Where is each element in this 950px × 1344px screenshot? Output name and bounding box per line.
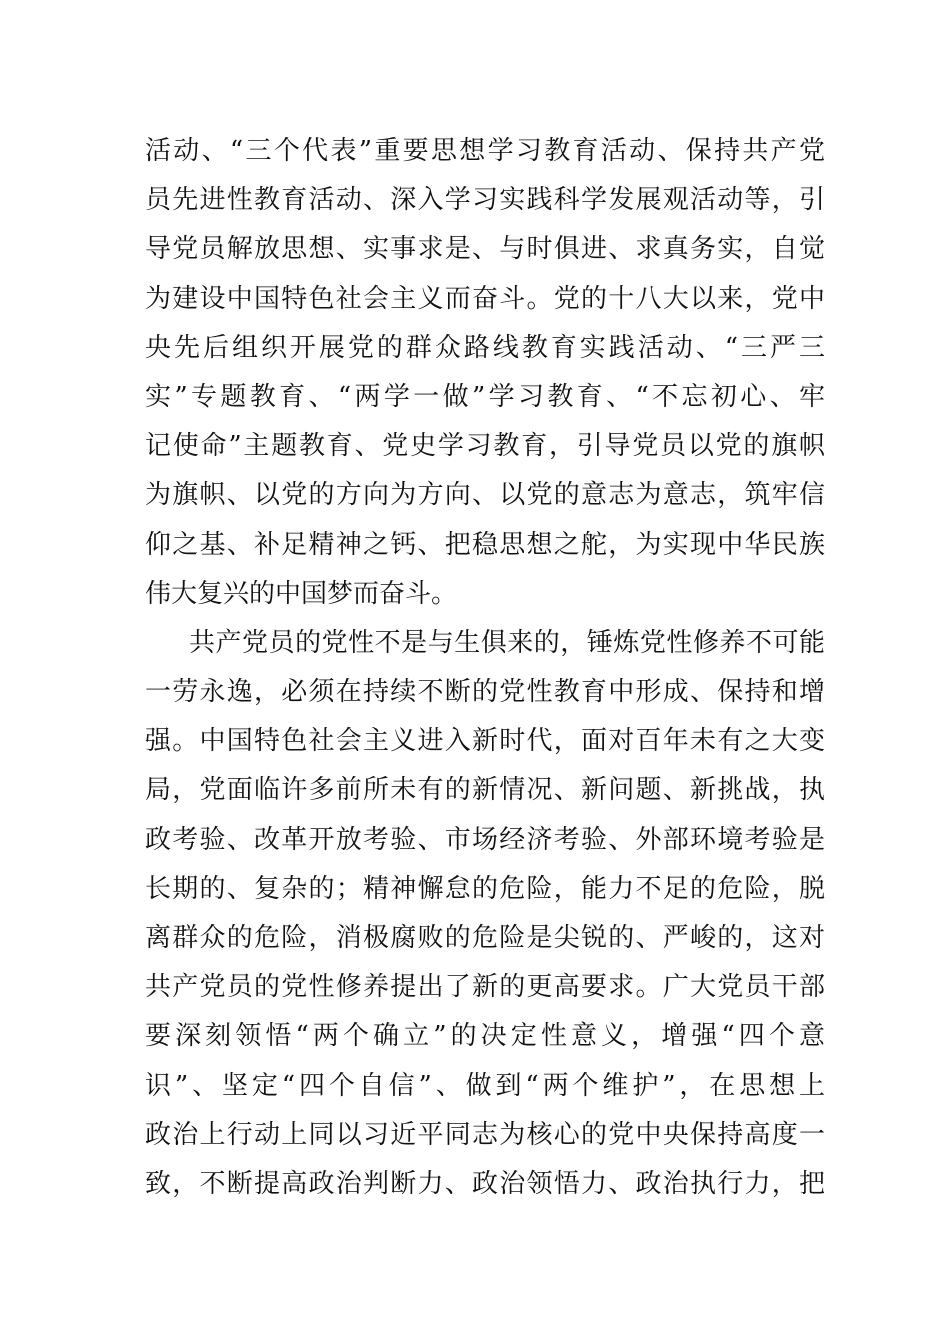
text-line: 局，党面临许多前所未有的新情况、新问题、新挑战，执 bbox=[145, 775, 825, 806]
paragraph-start-line: 共产党员的党性不是与生俱来的，锤炼党性修养不可能 bbox=[189, 627, 825, 658]
body-text bbox=[145, 127, 825, 1209]
text-line: 实”专题教育、“两学一做”学习教育、“不忘初心、牢 bbox=[145, 381, 825, 412]
text-line: 致，不断提高政治判断力、政治领悟力、政治执行力，把 bbox=[145, 1168, 825, 1199]
text-line: 要深刻领悟“两个确立”的决定性意义，增强“四个意 bbox=[145, 1021, 825, 1052]
text-line: 员先进性教育活动、深入学习实践科学发展观活动等，引 bbox=[145, 185, 825, 216]
text-line: 一劳永逸，必须在持续不断的党性教育中形成、保持和增 bbox=[145, 677, 825, 708]
text-line: 政考验、改革开放考验、市场经济考验、外部环境考验是 bbox=[145, 824, 825, 855]
text-line: 强。中国特色社会主义进入新时代，面对百年未有之大变 bbox=[145, 726, 825, 757]
text-line: 共产党员的党性修养提出了新的更高要求。广大党员干部 bbox=[145, 972, 825, 1003]
text-line: 为建设中国特色社会主义而奋斗。党的十八大以来，党中 bbox=[145, 283, 825, 314]
text-line: 活动、“三个代表”重要思想学习教育活动、保持共产党 bbox=[145, 136, 825, 166]
text-line: 记使命”主题教育、党史学习教育，引导党员以党的旗帜 bbox=[145, 431, 825, 462]
text-line: 导党员解放思想、实事求是、与时俱进、求真务实，自觉 bbox=[145, 234, 825, 265]
text-line: 为旗帜、以党的方向为方向、以党的意志为意志，筑牢信 bbox=[145, 480, 825, 511]
text-line: 识”、坚定“四个自信”、做到“两个维护”，在思想上 bbox=[145, 1070, 825, 1101]
text-line: 政治上行动上同以习近平同志为核心的党中央保持高度一 bbox=[145, 1119, 825, 1150]
text-line: 央先后组织开展党的群众路线教育实践活动、“三严三 bbox=[145, 332, 825, 363]
text-line: 长期的、复杂的；精神懈怠的危险，能力不足的危险，脱 bbox=[145, 873, 825, 904]
text-line: 离群众的危险，消极腐败的危险是尖锐的、严峻的，这对 bbox=[145, 923, 825, 953]
text-line: 仰之基、补足精神之钙、把稳思想之舵，为实现中华民族 bbox=[145, 529, 825, 560]
paragraph-end-line: 伟大复兴的中国梦而奋斗。 bbox=[145, 578, 458, 609]
